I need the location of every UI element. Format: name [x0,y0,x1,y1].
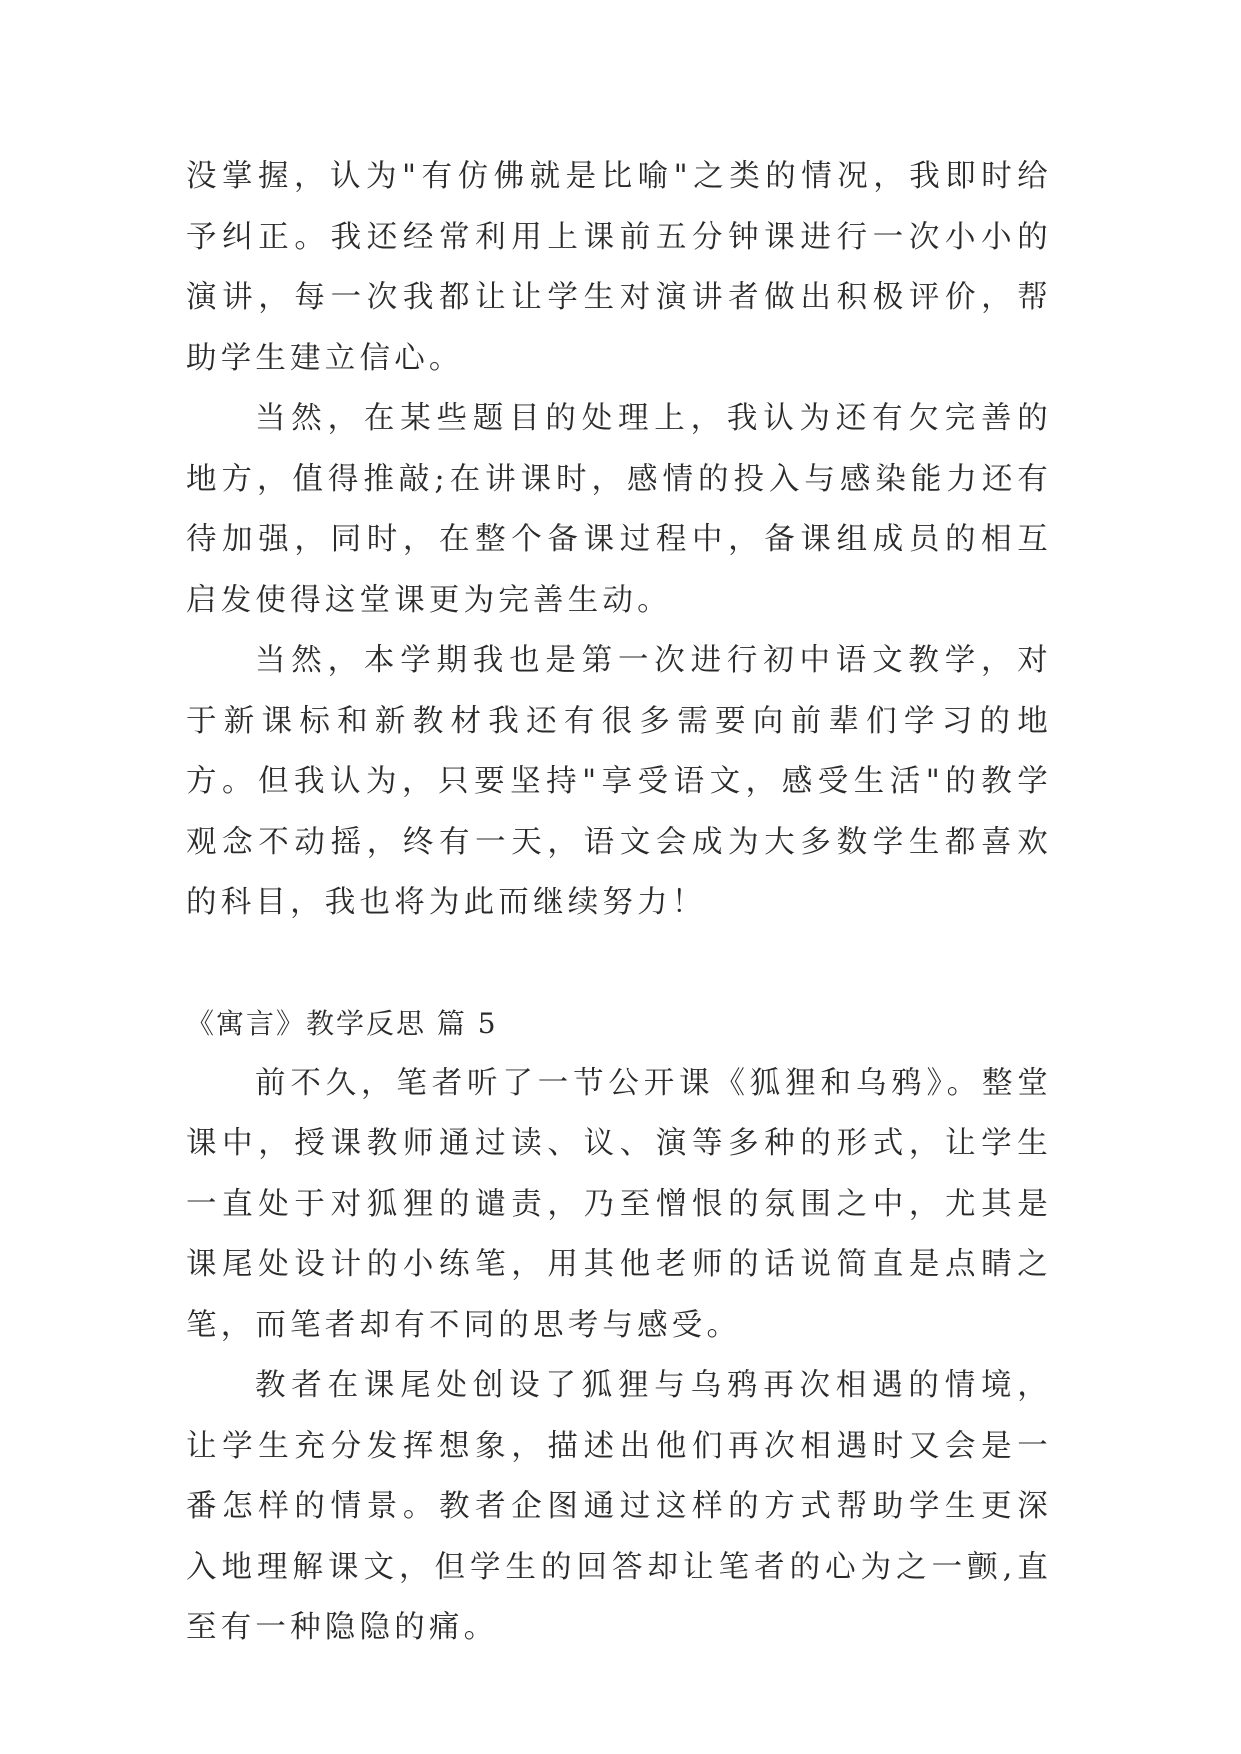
paragraph-1: 没掌握，认为"有仿佛就是比喻"之类的情况，我即时给予纠正。我还经常利用上课前五分钟课进行一次小小的演讲，每一次我都让让学生对演讲者做出积极评价，帮助学生建立信心。 [186,159,1052,376]
section-heading: 《寓言》教学反思 篇 5 [186,1006,498,1040]
document-body [186,147,1052,1659]
paragraph-2: 当然，在某些题目的处理上，我认为还有欠完善的地方，值得推敲;在讲课时，感情的投入与感染能力还有待加强，同时，在整个备课过程中，备课组成员的相互启发使得这堂课更为完善生动。 [186,401,1052,618]
paragraph-5: 教者在课尾处创设了狐狸与乌鸦再次相遇的情境，让学生充分发挥想象，描述出他们再次相遇时又会是一番怎样的情景。教者企图通过这样的方式帮助学生更深入地理解课文，但学生的回答却让笔者的心为之一颤,直至有一种隐隐的痛。 [186,1368,1052,1645]
paragraph-3: 当然，本学期我也是第一次进行初中语文教学，对于新课标和新教材我还有很多需要向前辈们学习的地方。但我认为，只要坚持"享受语文，感受生活"的教学观念不动摇，终有一天，语文会成为大多数学生都喜欢的科目，我也将为此而继续努力！ [186,643,1052,920]
paragraph-4: 前不久，笔者听了一节公开课《狐狸和乌鸦》。整堂课中，授课教师通过读、议、演等多种的形式，让学生一直处于对狐狸的谴责，乃至憎恨的氛围之中，尤其是课尾处设计的小练笔，用其他老师的话说简直是点睛之笔，而笔者却有不同的思考与感受。 [186,1065,1052,1343]
section-spacer [186,934,1052,994]
